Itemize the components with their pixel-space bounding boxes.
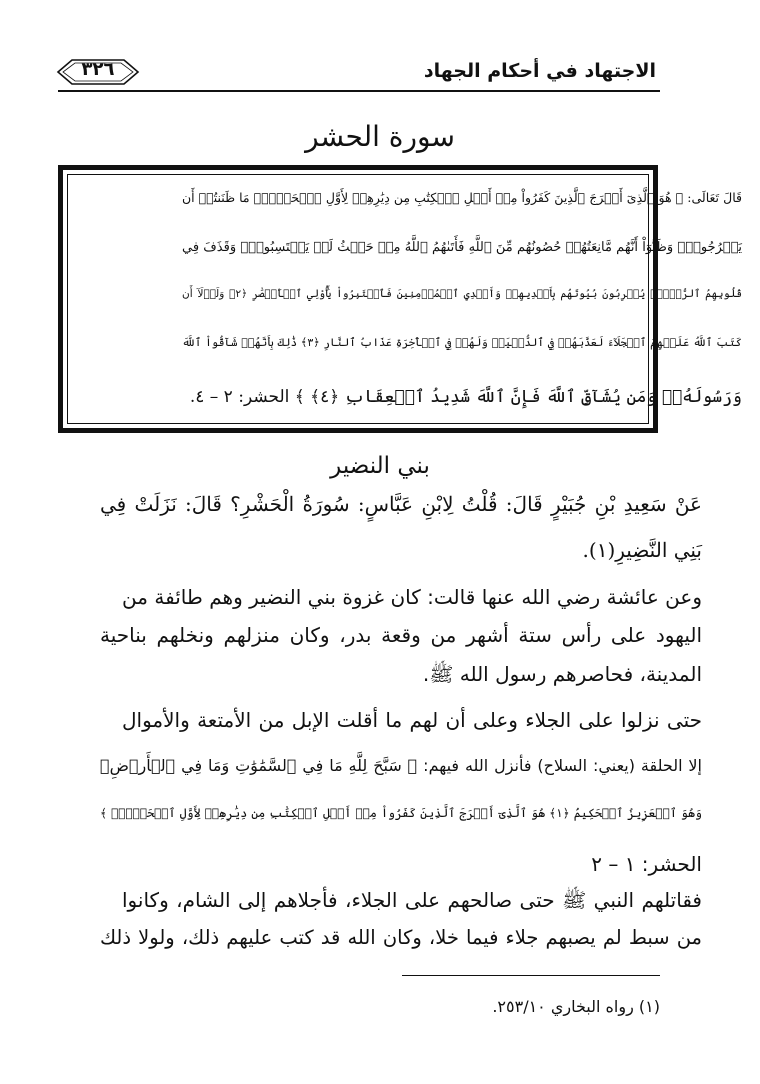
body-line: عَنْ سَعِيدِ بْنِ جُبَيْرٍ قَالَ: قُلْتُ لِابْنِ عَبَّاسٍ: سُورَةُ الْحَشْرِ؟ قَالَ: نَزَلَتْ فِي <box>100 492 702 516</box>
page-number-frame <box>56 58 140 84</box>
footnote: (١) رواه البخاري ٢٥٣/١٠. <box>492 997 660 1016</box>
verse-line: وَرَسُولَهُۥۖ وَمَن يُشَآقِّ ٱللَّهَ فَإِنَّ ٱللَّهَ شَدِيدُ ٱلۡعِقَابِ ﴿٤﴾ ﴾ الحشر: ٢ – ٤. <box>189 387 742 407</box>
book-title: الاجتهاد في أحكام الجهاد <box>423 60 656 82</box>
verse-line: كَتَبَ ٱللَّهُ عَلَيۡهِمُ ٱلۡجَلَآءَ لَعَذَّبَهُمۡ فِي ٱلدُّنۡيَاۖ وَلَهُمۡ فِي ٱلۡأٓخِرَةِ عَذَابُ ٱلنَّارِ ﴿٣﴾ ذَٰلِكَ بِأَنَّهُمۡ شَآقُّواْ ٱللَّهَ <box>182 336 742 349</box>
body-line: وعن عائشة رضي الله عنها قالت: كان غزوة بني النضير وهم طائفة من <box>122 585 702 609</box>
footnote-rule <box>402 975 660 976</box>
body-line: من سبط لم يصبهم جلاء فيما خلا، وكان الله قد كتب عليهم ذلك، ولولا ذلك <box>100 926 702 949</box>
running-header <box>52 58 660 90</box>
body-line: حتى نزلوا على الجلاء وعلى أن لهم ما أقلت الإبل من الأمتعة والأموال <box>122 708 702 732</box>
page-number: ٣٢٦ <box>81 59 115 80</box>
body-line: فقاتلهم النبي ﷺ حتى صالحهم على الجلاء، فأجلاهم إلى الشام، وكانوا <box>122 888 702 912</box>
body-line: إلا الحلقة (يعني: السلاح) فأنزل الله فيهم: ﴿ سَبَّحَ لِلَّهِ مَا فِي ٱلسَّمَٰوَٰتِ وَمَا فِي ٱلۡأَرۡضِۖ <box>100 756 702 775</box>
body-line: الحشر: ١ – ٢ <box>591 852 702 876</box>
verse-line: قُلُوبِهِمُ ٱلرُّعۡبَۚ يُخۡرِبُونَ بُيُوتَهُم بِأَيۡدِيهِمۡ وَأَيۡدِي ٱلۡمُؤۡمِنِينَ فَٱعۡتَبِرُواْ يَٰٓأُوْلِي ٱلۡأَبۡصَٰرِ ﴿٢﴾ وَلَوۡلَآ أَن <box>182 288 743 300</box>
verse-line: يَخۡرُجُواْۖ وَظَنُّوٓاْ أَنَّهُم مَّانِعَتُهُمۡ حُصُونُهُم مِّنَ ٱللَّهِ فَأَتَىٰهُمُ ٱللَّهُ مِنۡ حَيۡثُ لَمۡ يَحۡتَسِبُواْۖ وَقَذَفَ فِي <box>182 240 742 255</box>
body-line: اليهود على رأس ستة أشهر من وقعة بدر، وكان منزلهم ونخلهم بناحية <box>100 623 702 647</box>
body-line: بَنِي النَّضِيرِ(١). <box>582 538 702 562</box>
body-line: وَهُوَ ٱلۡعَزِيزُ ٱلۡحَكِيمُ ﴿١﴾ هُوَ ٱلَّذِىٓ أَخۡرَجَ ٱلَّذِينَ كَفَرُواْ مِنۡ أَهۡلِ ٱلۡكِتَٰبِ مِن دِيَٰرِهِمۡ لِأَوَّلِ ٱلۡحَشۡرِۚ ﴾ <box>100 806 702 820</box>
surah-title: سورة الحشر <box>305 120 455 153</box>
section-heading: بني النضير <box>330 453 430 479</box>
header-rule <box>58 90 660 92</box>
body-line: المدينة، فحاصرهم رسول الله ﷺ. <box>422 662 702 686</box>
verse-line: قَالَ تَعَالَى: ﴿ هُوَ ٱلَّذِىٓ أَخۡرَجَ ٱلَّذِينَ كَفَرُواْ مِنۡ أَهۡلِ ٱلۡكِتَٰبِ مِن دِيَٰرِهِمۡ لِأَوَّلِ ٱلۡحَشۡرِۚ مَا ظَنَنتُمۡ أَن <box>182 190 742 205</box>
